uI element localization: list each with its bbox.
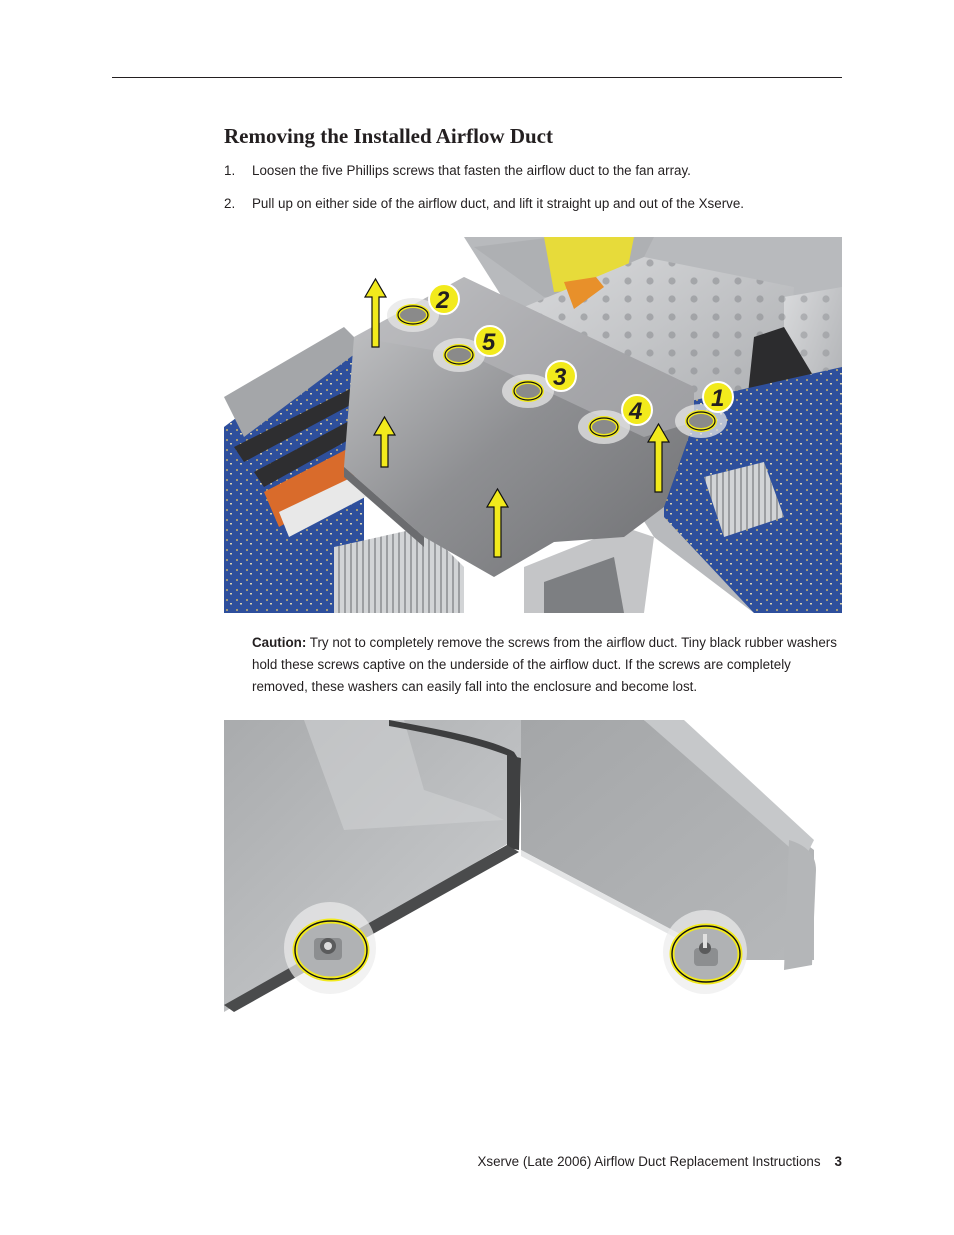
- caution-label: Caution:: [252, 635, 307, 650]
- svg-text:3: 3: [553, 364, 567, 391]
- caution-text: Try not to completely remove the screws from the airflow duct. Tiny black rubber washers hold these screws captive on the underside of the airflow duct. If the screws are completely removed, these washers can easily fall into the enclosure and become lost.: [252, 635, 837, 694]
- callout-1: [703, 382, 733, 412]
- svg-text:2: 2: [436, 287, 450, 314]
- page-footer: [477, 1154, 842, 1169]
- callout-4: [622, 395, 652, 425]
- captive-screw-right: [663, 910, 747, 994]
- svg-text:1: 1: [711, 385, 725, 412]
- svg-text:5: 5: [482, 329, 496, 356]
- step-text: Loosen the five Phillips screws that fasten the airflow duct to the fan array.: [252, 163, 691, 178]
- figure-airflow-duct-screws: [224, 237, 842, 613]
- airflow-duct-photo: [224, 237, 842, 613]
- duct-underside-photo: [224, 720, 842, 1012]
- caution-note: [252, 632, 842, 698]
- step-text: Pull up on either side of the airflow duct, and lift it straight up and out of the Xserve.: [252, 196, 745, 211]
- page-number: 3: [834, 1154, 842, 1169]
- step-number: 2.: [224, 196, 236, 211]
- callout-2: [429, 284, 459, 314]
- step-number: 1.: [224, 163, 236, 178]
- section-heading: Removing the Installed Airflow Duct: [224, 124, 553, 148]
- footer-title: Xserve (Late 2006) Airflow Duct Replacement Instructions: [477, 1154, 821, 1169]
- callout-3: [546, 361, 576, 391]
- callout-5: [475, 326, 505, 356]
- captive-screw-left: [284, 902, 376, 994]
- header-rule: [112, 77, 842, 78]
- svg-text:4: 4: [629, 398, 643, 425]
- figure-captive-screws: [224, 720, 842, 1012]
